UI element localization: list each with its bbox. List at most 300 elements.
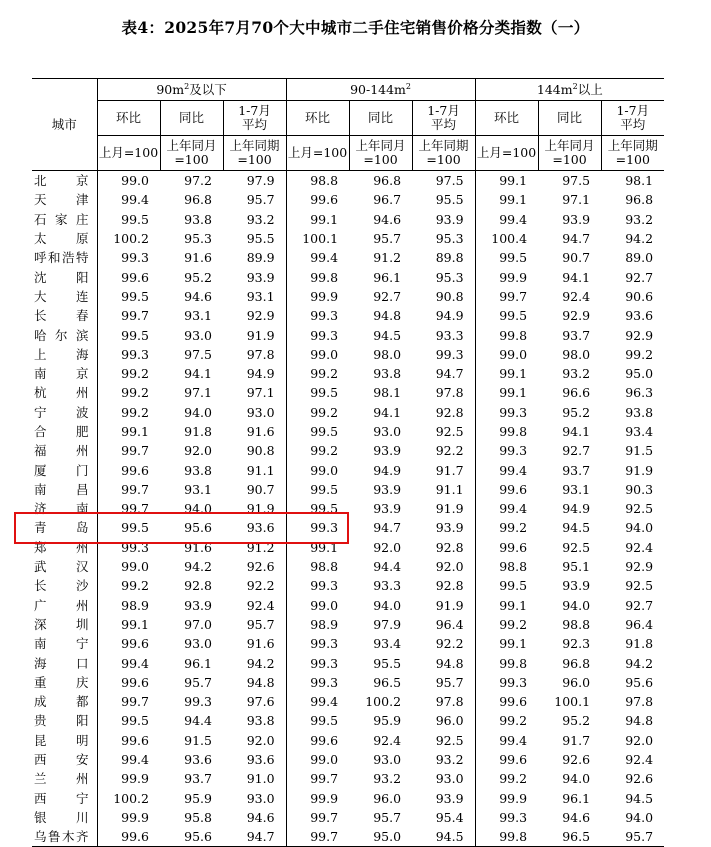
index-value: 95.7 — [601, 827, 664, 847]
index-value: 95.0 — [625, 366, 654, 382]
index-value: 94.1 — [562, 269, 591, 285]
index-value: 91.6 — [184, 539, 212, 555]
city-name: 成 都 — [32, 692, 97, 711]
index-value: 95.9 — [373, 713, 402, 729]
index-value: 93.1 — [562, 481, 591, 497]
index-value: 99.3 — [499, 809, 528, 825]
index-value: 92.2 — [412, 634, 475, 653]
base-header: 上年同月=100 — [160, 136, 223, 171]
index-value: 99.2 — [310, 443, 339, 459]
index-value: 99.0 — [499, 346, 528, 362]
index-value: 94.2 — [184, 559, 212, 575]
city-name: 西 安 — [32, 750, 97, 769]
city-name: 海 口 — [32, 653, 97, 672]
index-value: 93.1 — [184, 481, 212, 497]
index-value: 94.0 — [184, 404, 212, 420]
index-value: 97.9 — [373, 616, 402, 632]
index-value: 94.0 — [625, 520, 654, 536]
index-value: 94.5 — [373, 327, 402, 343]
table-row — [32, 615, 664, 634]
index-value: 93.0 — [184, 327, 212, 343]
index-value: 99.4 — [310, 250, 339, 266]
index-value: 94.2 — [625, 655, 654, 671]
index-value: 95.6 — [184, 520, 212, 536]
index-value: 95.0 — [349, 827, 412, 847]
index-value: 99.5 — [499, 578, 528, 594]
table-row — [32, 557, 664, 576]
index-value: 96.0 — [562, 674, 591, 690]
base-header: 上年同期=100 — [601, 136, 664, 171]
index-value: 99.8 — [310, 269, 339, 285]
index-value: 96.1 — [373, 269, 402, 285]
index-value: 92.8 — [412, 403, 475, 422]
city-name: 兰 州 — [32, 769, 97, 788]
index-value: 95.9 — [184, 790, 212, 806]
city-name: 福 州 — [32, 441, 97, 460]
index-value: 91.5 — [184, 732, 212, 748]
index-value: 99.5 — [310, 385, 339, 401]
index-value: 91.9 — [223, 325, 286, 344]
index-value: 89.0 — [625, 250, 654, 266]
table-row — [32, 673, 664, 692]
index-value: 92.5 — [412, 731, 475, 750]
index-value: 99.2 — [499, 771, 528, 787]
index-value: 93.4 — [373, 636, 402, 652]
index-value: 93.3 — [373, 578, 402, 594]
index-value: 98.0 — [562, 346, 591, 362]
index-value: 99.9 — [499, 269, 528, 285]
table-row — [32, 731, 664, 750]
index-value: 93.8 — [373, 366, 402, 382]
index-value: 99.5 — [121, 327, 149, 343]
index-value: 99.3 — [310, 308, 339, 324]
index-value: 93.1 — [184, 308, 212, 324]
index-value: 93.2 — [373, 771, 402, 787]
index-value: 99.7 — [286, 827, 349, 847]
index-value: 99.3 — [310, 578, 339, 594]
index-value: 99.1 — [121, 424, 149, 439]
index-value: 93.0 — [223, 403, 286, 422]
index-value: 99.2 — [121, 385, 149, 401]
index-value: 94.9 — [562, 501, 591, 517]
index-value: 99.1 — [310, 539, 339, 555]
index-value: 99.6 — [121, 269, 149, 285]
index-value: 93.9 — [373, 501, 402, 517]
index-value: 99.1 — [499, 173, 528, 189]
city-name: 沈 阳 — [32, 267, 97, 286]
index-value: 99.2 — [121, 404, 149, 420]
index-value: 93.0 — [412, 769, 475, 788]
index-value: 99.6 — [499, 539, 528, 555]
city-name: 长 春 — [32, 306, 97, 325]
index-value: 99.1 — [121, 616, 149, 632]
index-value: 94.6 — [373, 211, 402, 227]
index-value: 93.7 — [562, 327, 591, 343]
index-value: 92.6 — [223, 557, 286, 576]
index-value: 94.5 — [562, 520, 591, 536]
table-row — [32, 576, 664, 595]
index-value: 96.0 — [412, 711, 475, 730]
index-value: 94.6 — [223, 808, 286, 827]
index-value: 92.6 — [562, 752, 591, 768]
index-value: 99.8 — [499, 424, 528, 439]
index-value: 92.0 — [373, 539, 402, 555]
index-value: 99.4 — [310, 694, 339, 710]
index-value: 94.1 — [562, 424, 591, 439]
index-value: 99.0 — [310, 346, 339, 362]
index-value: 94.7 — [223, 827, 286, 847]
index-value: 99.3 — [310, 655, 339, 671]
index-value: 99.0 — [310, 752, 339, 768]
city-name: 天 津 — [32, 190, 97, 209]
index-value: 94.8 — [412, 653, 475, 672]
index-value: 99.1 — [499, 385, 528, 401]
index-value: 99.4 — [121, 655, 149, 671]
index-value: 99.7 — [121, 308, 149, 324]
index-value: 93.8 — [223, 711, 286, 730]
index-value: 91.1 — [412, 480, 475, 499]
index-value: 97.1 — [223, 383, 286, 402]
index-value: 95.2 — [184, 269, 212, 285]
index-value: 95.8 — [184, 809, 212, 825]
sub-header: 环比 — [97, 101, 160, 136]
table-row — [32, 210, 664, 229]
table-row — [32, 325, 664, 344]
index-value: 99.3 — [121, 346, 149, 362]
base-header: 上年同月=100 — [538, 136, 601, 171]
index-value: 90.6 — [625, 288, 654, 304]
index-value: 98.8 — [562, 616, 591, 632]
index-value: 92.7 — [625, 269, 654, 285]
table-row — [32, 248, 664, 267]
city-name: 宁 波 — [32, 403, 97, 422]
index-value: 99.6 — [121, 636, 149, 652]
table-row — [32, 653, 664, 672]
index-value: 97.8 — [412, 383, 475, 402]
index-value: 96.0 — [373, 790, 402, 806]
index-value: 97.6 — [223, 692, 286, 711]
index-value: 95.6 — [625, 674, 654, 690]
index-value: 94.5 — [625, 790, 654, 806]
table-row — [32, 750, 664, 769]
table-row — [32, 692, 664, 711]
city-name: 石家庄 — [32, 210, 97, 229]
index-value: 99.2 — [121, 578, 149, 594]
index-value: 94.9 — [373, 462, 402, 478]
base-header: 上年同期=100 — [223, 136, 286, 171]
index-value: 94.1 — [184, 366, 212, 382]
index-value: 92.2 — [223, 576, 286, 595]
index-value: 99.5 — [121, 713, 149, 729]
index-value: 93.2 — [223, 210, 286, 229]
city-name: 杭 州 — [32, 383, 97, 402]
table-row — [32, 789, 664, 808]
index-value: 93.9 — [223, 267, 286, 286]
city-name: 银 川 — [32, 808, 97, 827]
index-value: 94.7 — [373, 520, 402, 536]
index-value: 92.7 — [625, 597, 654, 613]
index-value: 99.1 — [499, 192, 528, 208]
index-value: 92.8 — [412, 576, 475, 595]
index-value: 93.9 — [184, 597, 212, 613]
index-value: 98.1 — [373, 385, 402, 401]
base-header: 上月=100 — [286, 136, 349, 171]
index-value: 95.3 — [184, 231, 212, 247]
city-name: 北 京 — [32, 171, 97, 191]
index-value: 99.4 — [121, 752, 149, 768]
index-value: 97.1 — [562, 192, 591, 208]
index-value: 100.1 — [554, 694, 591, 710]
index-value: 100.1 — [302, 231, 339, 247]
index-value: 91.8 — [184, 424, 212, 439]
group-header-medium: $90-144m^2$ — [286, 79, 475, 101]
index-value: 96.8 — [373, 173, 402, 189]
table-row — [32, 171, 664, 191]
index-value: 99.2 — [625, 346, 654, 362]
index-value: 99.6 — [499, 694, 528, 710]
index-value: 94.5 — [412, 827, 475, 847]
table-row — [32, 287, 664, 306]
index-value: 96.4 — [625, 616, 654, 632]
index-value: 92.8 — [412, 538, 475, 557]
index-value: 94.2 — [625, 231, 654, 247]
index-value: 93.7 — [562, 462, 591, 478]
sub-header: 1-7月平均 — [223, 101, 286, 136]
index-value: 99.3 — [310, 520, 339, 536]
index-value: 100.4 — [491, 231, 528, 247]
index-value: 93.8 — [625, 404, 654, 420]
index-value: 98.8 — [310, 559, 339, 575]
index-value: 99.9 — [499, 790, 528, 806]
index-value: 93.0 — [373, 424, 402, 439]
index-value: 94.6 — [562, 809, 591, 825]
index-value: 97.0 — [184, 616, 212, 632]
index-value: 95.5 — [223, 229, 286, 248]
table-row — [32, 306, 664, 325]
index-value: 95.7 — [223, 190, 286, 209]
table-row — [32, 596, 664, 615]
index-value: 93.0 — [373, 752, 402, 768]
index-value: 92.4 — [625, 539, 654, 555]
index-value: 99.9 — [310, 288, 339, 304]
table-row — [32, 267, 664, 286]
index-value: 99.3 — [184, 694, 212, 710]
base-header: 上月=100 — [97, 136, 160, 171]
index-value: 99.8 — [499, 327, 528, 343]
index-value: 94.0 — [562, 771, 591, 787]
index-value: 99.5 — [121, 520, 149, 536]
index-value: 99.2 — [499, 713, 528, 729]
index-value: 99.6 — [499, 481, 528, 497]
index-value: 97.2 — [184, 173, 212, 189]
index-value: 93.9 — [412, 789, 475, 808]
index-value: 95.5 — [412, 190, 475, 209]
table-row — [32, 190, 664, 209]
index-value: 99.0 — [121, 173, 149, 189]
index-value: 89.8 — [412, 248, 475, 267]
index-value: 95.4 — [412, 808, 475, 827]
index-value: 99.1 — [499, 636, 528, 652]
index-value: 99.5 — [121, 211, 149, 227]
city-name: 大 连 — [32, 287, 97, 306]
index-value: 99.2 — [499, 616, 528, 632]
index-value: 99.3 — [310, 674, 339, 690]
index-value: 91.6 — [223, 634, 286, 653]
city-name: 深 圳 — [32, 615, 97, 634]
index-value: 96.7 — [373, 192, 402, 208]
table-title: 表4：2025年7月70个大中城市二手住宅销售价格分类指数（一） — [121, 18, 590, 37]
table-row — [32, 769, 664, 788]
index-value: 93.2 — [625, 211, 654, 227]
base-header: 上月=100 — [475, 136, 538, 171]
index-value: 89.9 — [223, 248, 286, 267]
index-value: 96.4 — [412, 615, 475, 634]
index-value: 92.0 — [223, 731, 286, 750]
index-value: 99.5 — [499, 250, 528, 266]
index-value: 92.5 — [625, 578, 654, 594]
index-value: 93.9 — [412, 518, 475, 537]
index-value: 97.8 — [625, 694, 654, 710]
index-value: 99.7 — [121, 501, 149, 517]
index-value: 91.9 — [412, 596, 475, 615]
index-value: 94.2 — [223, 653, 286, 672]
index-value: 95.7 — [373, 809, 402, 825]
index-value: 100.2 — [113, 231, 149, 247]
index-value: 93.2 — [412, 750, 475, 769]
index-value: 92.4 — [223, 596, 286, 615]
city-name: 南 宁 — [32, 634, 97, 653]
index-value: 92.3 — [562, 636, 591, 652]
index-value: 99.9 — [121, 809, 149, 825]
city-name: 哈尔滨 — [32, 325, 97, 344]
index-value: 92.7 — [562, 443, 591, 459]
index-value: 94.8 — [223, 673, 286, 692]
city-name: 合 肥 — [32, 422, 97, 441]
index-value: 93.6 — [223, 518, 286, 537]
index-value: 95.7 — [412, 673, 475, 692]
index-value: 99.3 — [310, 327, 339, 343]
index-value: 94.4 — [184, 713, 212, 729]
index-value: 92.6 — [625, 771, 654, 787]
city-name: 郑 州 — [32, 538, 97, 557]
index-value: 93.9 — [562, 211, 591, 227]
index-value: 92.9 — [223, 306, 286, 325]
index-value: 93.1 — [223, 287, 286, 306]
city-name: 西 宁 — [32, 789, 97, 808]
index-value: 99.4 — [499, 211, 528, 227]
index-value: 99.6 — [121, 732, 149, 748]
index-value: 99.3 — [121, 250, 149, 266]
index-value: 99.2 — [499, 520, 528, 536]
index-value: 99.0 — [310, 462, 339, 478]
index-value: 92.9 — [625, 559, 654, 575]
index-value: 99.3 — [499, 443, 528, 459]
index-value: 98.9 — [310, 616, 339, 632]
table-row — [32, 441, 664, 460]
index-value: 95.7 — [184, 674, 212, 690]
index-value: 93.8 — [184, 211, 212, 227]
price-index-table — [32, 78, 664, 847]
city-name: 昆 明 — [32, 731, 97, 750]
index-value: 98.8 — [499, 559, 528, 575]
index-value: 92.5 — [412, 422, 475, 441]
index-value: 92.5 — [562, 539, 591, 555]
index-value: 96.8 — [562, 655, 591, 671]
index-value: 94.0 — [184, 501, 212, 517]
index-value: 94.9 — [412, 306, 475, 325]
index-value: 95.7 — [373, 231, 402, 247]
index-value: 93.9 — [373, 481, 402, 497]
index-value: 93.9 — [373, 443, 402, 459]
index-value: 94.8 — [373, 308, 402, 324]
sub-header: 环比 — [286, 101, 349, 136]
index-value: 95.3 — [412, 229, 475, 248]
index-value: 97.5 — [562, 173, 591, 189]
table-row — [32, 229, 664, 248]
index-value: 90.7 — [562, 250, 591, 266]
index-value: 95.3 — [412, 267, 475, 286]
sub-header: 1-7月平均 — [601, 101, 664, 136]
index-value: 99.7 — [499, 288, 528, 304]
index-value: 91.7 — [412, 460, 475, 479]
city-name: 呼和浩特 — [32, 248, 97, 267]
index-value: 99.6 — [97, 827, 160, 847]
index-value: 99.7 — [121, 481, 149, 497]
index-value: 94.0 — [373, 597, 402, 613]
index-value: 99.5 — [499, 308, 528, 324]
index-value: 95.1 — [562, 559, 591, 575]
index-value: 92.9 — [562, 308, 591, 324]
index-value: 99.3 — [121, 539, 149, 555]
index-value: 98.8 — [310, 173, 339, 189]
index-value: 94.7 — [412, 364, 475, 383]
index-value: 96.3 — [625, 385, 654, 401]
index-value: 99.7 — [310, 809, 339, 825]
index-value: 97.1 — [184, 385, 212, 401]
index-value: 92.9 — [625, 327, 654, 343]
index-value: 96.5 — [373, 674, 402, 690]
index-value: 94.4 — [373, 559, 402, 575]
table-row — [32, 383, 664, 402]
city-name: 重 庆 — [32, 673, 97, 692]
index-value: 96.8 — [625, 192, 654, 208]
index-value: 91.9 — [625, 462, 654, 478]
index-value: 96.1 — [562, 790, 591, 806]
table-row — [32, 364, 664, 383]
city-name: 济 南 — [32, 499, 97, 518]
index-value: 91.9 — [223, 499, 286, 518]
index-value: 99.4 — [499, 501, 528, 517]
index-value: 93.3 — [412, 325, 475, 344]
index-value: 97.9 — [223, 171, 286, 191]
index-value: 93.7 — [184, 771, 212, 787]
index-value: 92.4 — [373, 732, 402, 748]
sub-header: 同比 — [349, 101, 412, 136]
sub-header: 同比 — [538, 101, 601, 136]
index-value: 94.7 — [562, 231, 591, 247]
table-row — [32, 634, 664, 653]
index-value: 99.6 — [499, 752, 528, 768]
index-value: 99.2 — [310, 404, 339, 420]
index-value: 94.0 — [625, 809, 654, 825]
index-value: 99.2 — [310, 366, 339, 382]
index-value: 93.8 — [184, 462, 212, 478]
table-row — [32, 460, 664, 479]
index-value: 93.2 — [562, 366, 591, 382]
index-value: 93.4 — [625, 424, 654, 439]
city-name: 青 岛 — [32, 518, 97, 537]
index-value: 99.8 — [475, 827, 538, 847]
